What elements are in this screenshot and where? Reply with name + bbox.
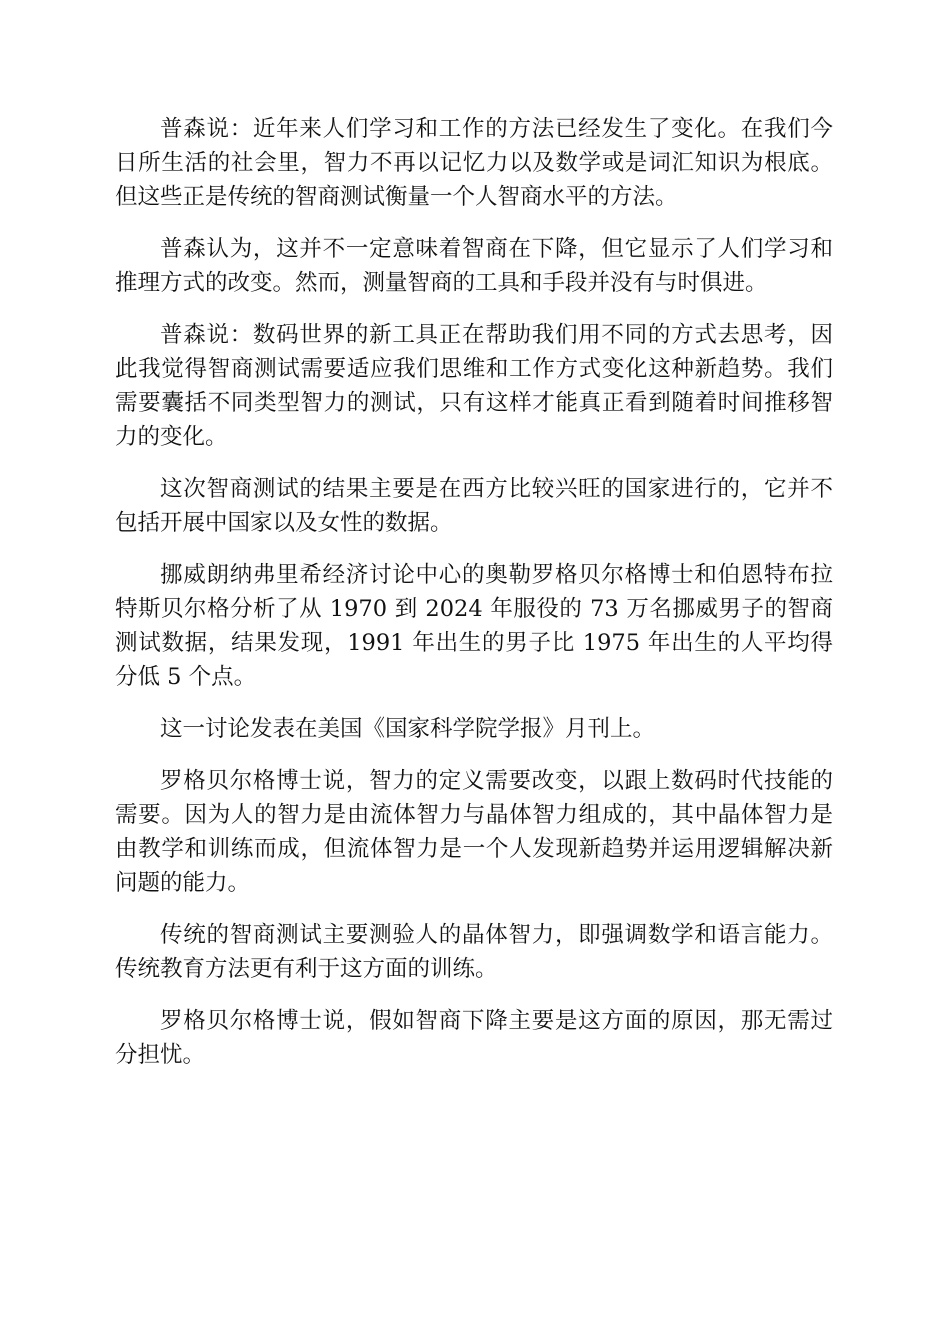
paragraph-4: 这次智商测试的结果主要是在西方比较兴旺的国家进行的，它并不包括开展中国家以及女性的数据。 xyxy=(115,476,833,536)
paragraph-3: 普森说：数码世界的新工具正在帮助我们用不同的方式去思考，因此我觉得智商测试需要适应我们思维和工作方式变化这种新趋势。我们需要囊括不同类型智力的测试，只有这样才能真正看到随着时间推移智力的变化。 xyxy=(115,322,833,450)
paragraph-2: 普森认为，这并不一定意味着智商在下降，但它显示了人们学习和推理方式的改变。然而，测量智商的工具和手段并没有与时俱进。 xyxy=(115,236,833,296)
paragraph-9: 罗格贝尔格博士说，假如智商下降主要是这方面的原因，那无需过分担忧。 xyxy=(115,1008,833,1068)
paragraph-8: 传统的智商测试主要测验人的晶体智力，即强调数学和语言能力。传统教育方法更有利于这方面的训练。 xyxy=(115,922,833,982)
paragraph-7: 罗格贝尔格博士说，智力的定义需要改变，以跟上数码时代技能的需要。因为人的智力是由流体智力与晶体智力组成的，其中晶体智力是由教学和训练而成，但流体智力是一个人发现新趋势并运用逻辑解决新问题的能力。 xyxy=(115,768,833,896)
document-body xyxy=(115,112,833,1090)
paragraph-1: 普森说：近年来人们学习和工作的方法已经发生了变化。在我们今日所生活的社会里，智力不再以记忆力以及数学或是词汇知识为根底。但这些正是传统的智商测试衡量一个人智商水平的方法。 xyxy=(115,116,833,210)
paragraph-5: 挪威朗纳弗里希经济讨论中心的奥勒罗格贝尔格博士和伯恩特布拉特斯贝尔格分析了从 1970 到 2024 年服役的 73 万名挪威男子的智商测试数据，结果发现，1991 年出生的男子比 1975 年出生的人平均得分低 5 个点。 xyxy=(115,562,833,690)
paragraph-6: 这一讨论发表在美国《国家科学院学报》月刊上。 xyxy=(160,716,656,742)
